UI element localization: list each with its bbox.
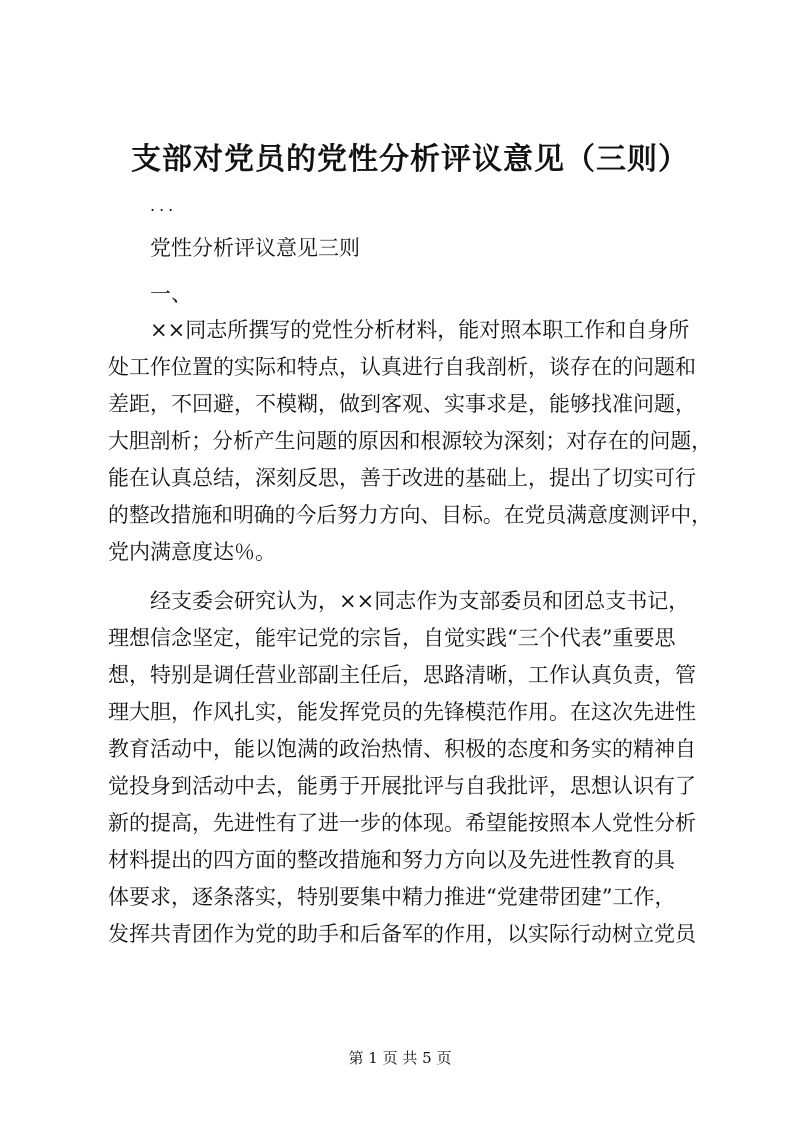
paragraph-line: 的整改措施和明确的今后努力方向、目标。在党员满意度测评中， [108, 503, 712, 527]
paragraph-line: 差距，不回避，不模糊，做到客观、实事求是，能够找准问题， [108, 392, 696, 416]
paragraph-line: 经支委会研究认为，××同志作为支部委员和团总支书记， [150, 589, 690, 613]
paragraph-line: 理想信念坚定，能牢记党的宗旨，自觉实践“三个代表”重要思 [108, 626, 676, 650]
paragraph-line: 理大胆，作风扎实，能发挥党员的先锋模范作用。在这次先进性 [108, 700, 696, 724]
paragraph-line: 体要求，逐条落实，特别要集中精力推进“党建带团建”工作， [108, 885, 676, 909]
paragraph-line: 材料提出的四方面的整改措施和努力方向以及先进性教育的具 [108, 848, 675, 872]
paragraph-line: 能在认真总结，深刻反思，善于改进的基础上，提出了切实可行 [108, 466, 696, 490]
subtitle-line: 党性分析评议意见三则 [150, 236, 360, 260]
section-number: 一、 [150, 282, 192, 306]
paragraph-line: 想，特别是调任营业部副主任后，思路清晰，工作认真负责，管 [108, 663, 696, 687]
paragraph-line: 发挥共青团作为党的助手和后备军的作用，以实际行动树立党员 [108, 922, 696, 946]
paragraph-line: 教育活动中，能以饱满的政治热情、积极的态度和务实的精神自 [108, 737, 696, 761]
ellipsis-marker: ... [150, 196, 178, 215]
document-title: 支部对党员的党性分析评议意见（三则） [131, 142, 689, 177]
paragraph-line: 处工作位置的实际和特点，认真进行自我剖析，谈存在的问题和 [108, 355, 696, 379]
paragraph-line: ××同志所撰写的党性分析材料，能对照本职工作和自身所 [150, 318, 690, 342]
paragraph-line: 觉投身到活动中去，能勇于开展批评与自我批评，思想认识有了 [108, 774, 696, 798]
paragraph-line: 党内满意度达％。 [108, 540, 276, 564]
paragraph-line: 大胆剖析；分析产生问题的原因和根源较为深刻；对存在的问题， [108, 429, 712, 453]
paragraph-line: 新的提高，先进性有了进一步的体现。希望能按照本人党性分析 [108, 811, 696, 835]
page-number-footer: 第 1 页 共 5 页 [348, 1049, 452, 1067]
